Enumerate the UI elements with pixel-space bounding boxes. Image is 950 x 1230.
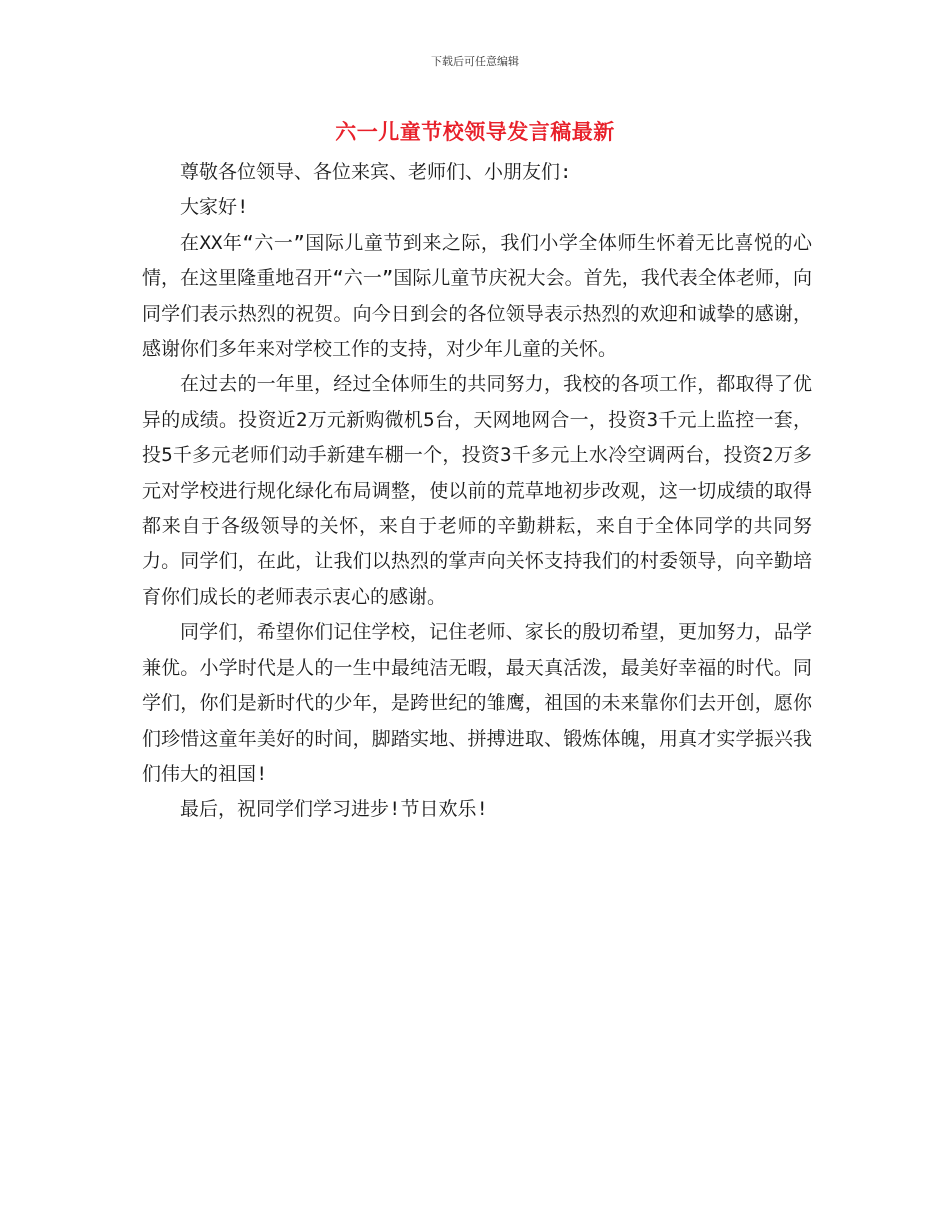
- document-body: [142, 155, 812, 828]
- paragraph-hopes: 同学们，希望你们记住学校，记住老师、家长的殷切希望，更加努力，品学兼优。小学时代是人的一生中最纯洁无暇，最天真活泼，最美好幸福的时代。同学们，你们是新时代的少年，是跨世纪的雏鹰，祖国的未来靠你们去开创，愿你们珍惜这童年美好的时间，脚踏实地、拼搏进取、锻炼体魄，用真才实学振兴我们伟大的祖国!: [142, 621, 812, 785]
- document-title: 六一儿童节校领导发言稿最新: [335, 120, 615, 144]
- paragraph-opening: 在XX年“六一”国际儿童节到来之际，我们小学全体师生怀着无比喜悦的心情，在这里隆重地召开“六一”国际儿童节庆祝大会。首先，我代表全体老师，向同学们表示热烈的祝贺。向今日到会的各位领导表示热烈的欢迎和诚挚的感谢，感谢你们多年来对学校工作的支持，对少年儿童的关怀。: [142, 231, 812, 361]
- paragraph-achievements: 在过去的一年里，经过全体师生的共同努力，我校的各项工作，都取得了优异的成绩。投资近2万元新购微机5台，天网地网合一，投资3千元上监控一套，投5千多元老师们动手新建车棚一个，投资3千多元上水冷空调两台，投资2万多元对学校进行规化绿化布局调整，使以前的荒草地初步改观，这一切成绩的取得都来自于各级领导的关怀，来自于老师的辛勤耕耘，来自于全体同学的共同努力。同学们，在此，让我们以热烈的掌声向关怀支持我们的村委领导，向辛勤培育你们成长的老师表示衷心的感谢。: [142, 373, 812, 608]
- paragraph-closing: 最后，祝同学们学习进步!节日欢乐!: [180, 798, 488, 821]
- salutation: 尊敬各位领导、各位来宾、老师们、小朋友们:: [180, 161, 572, 183]
- greeting: 大家好!: [180, 196, 249, 219]
- header-note: 下载后可任意编辑: [431, 55, 519, 68]
